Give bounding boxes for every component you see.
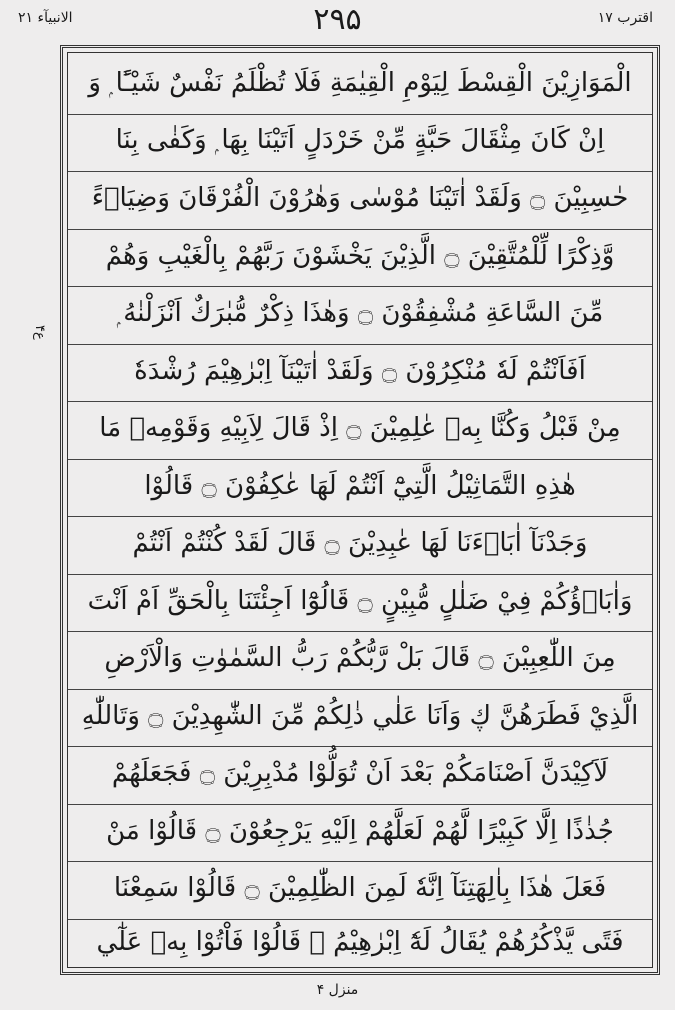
verse-line: حٰسِبِيْنَ ۝ وَلَقَدْ اٰتَيْنَا مُوْسٰى وَهٰرُوْنَ الْفُرْقَانَ وَضِيَاۗءً [68,168,652,230]
text-frame [60,45,660,975]
juz-name: اقترب ۱۷ [597,10,653,26]
verse-line: الْمَوَازِيْنَ الْقِسْطَ لِيَوْمِ الْقِيٰمَةِ فَلَا تُظْلَمُ نَفْسٌ شَيْـًٔا ۭ وَ [68,53,652,115]
verse-line: لَاَكِيْدَنَّ اَصْنَامَكُمْ بَعْدَ اَنْ تُوَلُّوْا مُدْبِرِيْنَ ۝ فَجَعَلَهُمْ [68,743,652,805]
verse-line: اَفَاَنْتُمْ لَهٗ مُنْكِرُوْنَ ۝ وَلَقَدْ اٰتَيْنَآ اِبْرٰهِيْمَ رُشْدَهٗ [68,341,652,403]
surah-name: الانبیآء ۲۱ [18,10,73,26]
verse-line: فَعَلَ هٰذَا بِاٰلِهَتِنَآ اِنَّهٗ لَمِنَ الظّٰلِمِيْنَ ۝ قَالُوْا سَمِعْنَا [68,858,652,920]
verse-line: وَاٰبَاۗؤُكُمْ فِيْ ضَلٰلٍ مُّبِيْنٍ ۝ قَالُوْٓا اَجِئْتَنَا بِالْحَقِّ اَمْ اَنْتَ [68,571,652,633]
manzil-label: منزل ۴ [316,982,359,998]
verse-line: مِّنَ السَّاعَةِ مُشْفِقُوْنَ ۝ وَهٰذَا ذِكْرٌ مُّبٰرَكٌ اَنْزَلْنٰهُ ۭ [68,283,652,345]
ruku-marker: ع۴ [32,325,47,340]
verse-line: مِنَ اللّٰعِبِيْنَ ۝ قَالَ بَلْ رَّبُّكُمْ رَبُّ السَّمٰوٰتِ وَالْاَرْضِ [68,628,652,690]
verse-line: الَّذِيْ فَطَرَهُنَّ ڮ وَاَنَا عَلٰي ذٰلِكُمْ مِّنَ الشّٰهِدِيْنَ ۝ وَتَاللّٰهِ [68,686,652,748]
verse-line: فَتًى يَّذْكُرُهُمْ يُقَالُ لَهٗٓ اِبْرٰهِيْمُ ۭ قَالُوْا فَاْتُوْا بِهٖ عَلٰٓي [96,927,624,957]
verse-line: وَجَدْنَآ اٰبَاۗءَنَا لَهَا عٰبِدِيْنَ ۝ قَالَ لَقَدْ كُنْتُمْ اَنْتُمْ [68,513,652,575]
verse-line: اِنْ كَانَ مِثْقَالَ حَبَّةٍ مِّنْ خَرْدَلٍ اَتَيْنَا بِهَا ۭ وَكَفٰى بِنَا [68,111,652,173]
verse-line: جُذٰذًا اِلَّا كَبِيْرًا لَّهُمْ لَعَلَّهُمْ اِلَيْهِ يَرْجِعُوْنَ ۝ قَالُوْا مَنْ [68,801,652,863]
verse-line: هٰذِهِ التَّمَاثِيْلُ الَّتِيْٓ اَنْتُمْ لَهَا عٰكِفُوْنَ ۝ قَالُوْا [68,456,652,518]
text-frame-inner [67,52,653,968]
verse-line: مِنْ قَبْلُ وَكُنَّا بِهٖ عٰلِمِيْنَ ۝ اِذْ قَالَ لِاَبِيْهِ وَقَوْمِهٖ مَا [68,398,652,460]
page-number: ۲۹۵ [313,2,362,37]
page-header [0,0,675,44]
verse-line: وَّذِكْرًا لِّلْمُتَّقِيْنَ ۝ الَّذِيْنَ يَخْشَوْنَ رَبَّهُمْ بِالْغَيْبِ وَهُمْ [68,226,652,288]
